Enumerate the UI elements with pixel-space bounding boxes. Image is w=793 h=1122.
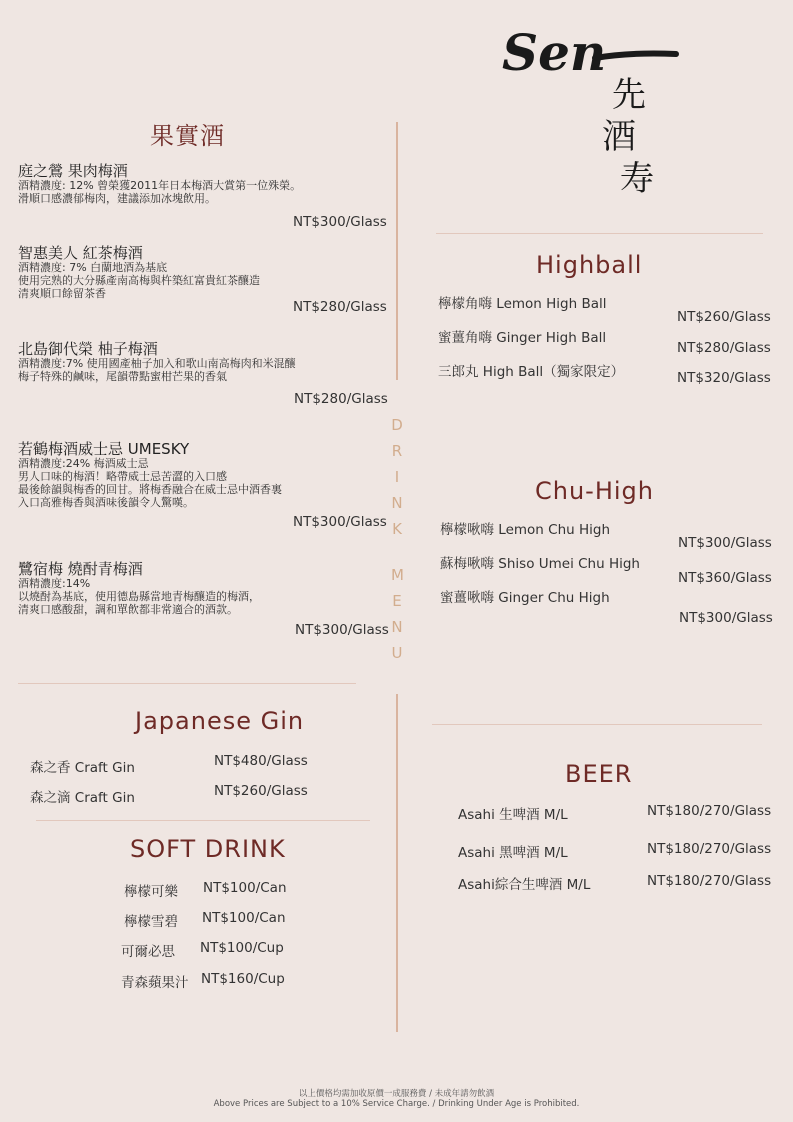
vertical-letter: I <box>394 468 400 486</box>
menu-item-price: NT$260/Glass <box>214 783 308 799</box>
menu-item-name: 檸檬啾嗨 Lemon Chu High <box>440 522 610 538</box>
menu-item-price: NT$160/Cup <box>201 971 285 987</box>
menu-item-name: 森之香 Craft Gin <box>30 760 135 776</box>
vertical-letter: K <box>392 520 402 538</box>
vertical-letter: R <box>391 442 403 460</box>
menu-item-name: 檸檬雪碧 <box>124 914 178 930</box>
menu-item-name: 鷺宿梅 燒酎青梅酒 <box>18 560 143 578</box>
menu-item-price: NT$300/Glass <box>678 535 772 551</box>
menu-item-price: NT$360/Glass <box>678 570 772 586</box>
menu-item-name: Asahi 黑啤酒 M/L <box>458 845 568 861</box>
desc-line: 入口高雅梅香與酒味後韻令人驚嘆。 <box>18 496 194 509</box>
menu-item-price: NT$300/Glass <box>679 610 773 626</box>
menu-item-price: NT$280/Glass <box>293 299 387 315</box>
desc-line: 酒精濃度:24% 梅酒威士忌 <box>18 457 149 470</box>
section-divider <box>432 724 762 725</box>
logo-script: Sen <box>502 24 607 82</box>
menu-item-price: NT$100/Can <box>202 910 286 926</box>
menu-item-price: NT$320/Glass <box>677 370 771 386</box>
desc-line: 以燒酎為基底，使用德島縣當地青梅釀造的梅酒， <box>18 590 260 603</box>
menu-item-name: Asahi 生啤酒 M/L <box>458 807 568 823</box>
menu-item-price: NT$180/270/Glass <box>647 803 772 819</box>
vertical-letter: U <box>391 644 403 662</box>
logo-chinese <box>602 74 654 200</box>
vertical-letter: N <box>391 494 403 512</box>
vertical-label-menu <box>391 562 403 666</box>
logo-char: 寿 <box>620 159 654 199</box>
menu-item-name: 庭之鶯 果肉梅酒 <box>18 162 128 180</box>
logo-char: 酒 <box>602 117 636 157</box>
section-title-fruit-wine: 果實酒 <box>150 122 225 150</box>
center-divider-top <box>396 122 398 380</box>
desc-line: 酒精濃度: 12% 曾榮獲2011年日本梅酒大賞第一位殊榮。 <box>18 179 302 192</box>
menu-item-price: NT$260/Glass <box>677 309 771 325</box>
center-divider-bottom <box>396 694 398 1032</box>
menu-item-desc <box>18 577 260 616</box>
menu-item-name: 蜜薑角嗨 Ginger High Ball <box>438 330 607 346</box>
menu-item-price: NT$180/270/Glass <box>647 873 772 889</box>
footer-note <box>0 1089 793 1109</box>
menu-item-desc <box>18 457 282 509</box>
menu-item-price: NT$100/Cup <box>200 940 284 956</box>
desc-line: 最後餘韻與梅香的回甘。將梅香融合在威士忌中酒香裏 <box>18 483 282 496</box>
footer-line-chinese: 以上價格均需加收原價一成服務費 / 未成年請勿飲酒 <box>298 1089 495 1099</box>
menu-item-name: 若鶴梅酒威士忌 UMESKY <box>18 440 190 458</box>
menu-item-name: 北島御代榮 柚子梅酒 <box>18 340 158 358</box>
section-divider <box>436 233 763 234</box>
vertical-letter: M <box>391 566 404 584</box>
menu-item-price: NT$100/Can <box>203 880 287 896</box>
footer-line-english: Above Prices are Subject to a 10% Service Charge. / Drinking Under Age is Prohibited. <box>213 1099 580 1109</box>
vertical-letter: E <box>392 592 402 610</box>
desc-line: 酒精濃度:14% <box>18 577 91 590</box>
desc-line: 酒精濃度: 7% 白蘭地酒為基底 <box>18 261 168 274</box>
menu-item-name: Asahi綜合生啤酒 M/L <box>458 877 591 893</box>
section-title-highball: Highball <box>536 251 643 279</box>
menu-item-price: NT$300/Glass <box>293 514 387 530</box>
menu-item-desc <box>18 179 301 205</box>
desc-line: 清爽口感酸甜，調和單飲都非常適合的酒款。 <box>18 603 238 616</box>
desc-line: 男人口味的梅酒！略帶威士忌苦澀的入口感 <box>18 470 227 483</box>
menu-item-name: 三郎丸 High Ball（獨家限定） <box>438 364 625 380</box>
menu-item-name: 青森蘋果汁 <box>121 975 189 991</box>
menu-item-name: 智惠美人 紅茶梅酒 <box>18 244 143 262</box>
logo-char: 先 <box>612 75 646 115</box>
menu-item-price: NT$300/Glass <box>295 622 389 638</box>
desc-line: 使用完熟的大分縣產南高梅與杵築紅富貴紅茶釀造 <box>18 274 260 287</box>
section-divider <box>18 683 356 684</box>
section-title-gin: Japanese Gin <box>135 707 305 735</box>
vertical-letter: N <box>391 618 403 636</box>
section-divider <box>36 820 370 821</box>
menu-item-price: NT$280/Glass <box>677 340 771 356</box>
menu-item-price: NT$280/Glass <box>294 391 388 407</box>
menu-item-name: 檸檬角嗨 Lemon High Ball <box>438 296 607 312</box>
section-title-soft-drink: SOFT DRINK <box>130 835 286 863</box>
menu-item-price: NT$300/Glass <box>293 214 387 230</box>
desc-line: 清爽順口餘留茶香 <box>18 287 106 300</box>
menu-item-price: NT$180/270/Glass <box>647 841 772 857</box>
vertical-label-drink <box>391 412 403 542</box>
section-title-beer: BEER <box>565 760 633 788</box>
menu-item-desc <box>18 261 260 300</box>
menu-item-desc <box>18 357 296 383</box>
desc-line: 梅子特殊的鹹味，尾韻帶點蜜柑芒果的香氣 <box>18 370 227 383</box>
menu-item-name: 檸檬可樂 <box>124 884 178 900</box>
menu-item-name: 森之滴 Craft Gin <box>30 790 135 806</box>
section-title-chuhigh: Chu-High <box>535 477 654 505</box>
menu-item-name: 可爾必思 <box>121 944 175 960</box>
menu-item-price: NT$480/Glass <box>214 753 308 769</box>
vertical-letter: D <box>391 416 403 434</box>
logo-brush-stroke <box>595 54 676 59</box>
menu-item-name: 蜜薑啾嗨 Ginger Chu High <box>440 590 610 606</box>
menu-item-name: 蘇梅啾嗨 Shiso Umei Chu High <box>440 556 640 572</box>
desc-line: 酒精濃度:7% 使用國產柚子加入和歌山南高梅肉和米混釀 <box>18 357 296 370</box>
desc-line: 滑順口感濃郁梅肉，建議添加冰塊飲用。 <box>18 192 216 205</box>
